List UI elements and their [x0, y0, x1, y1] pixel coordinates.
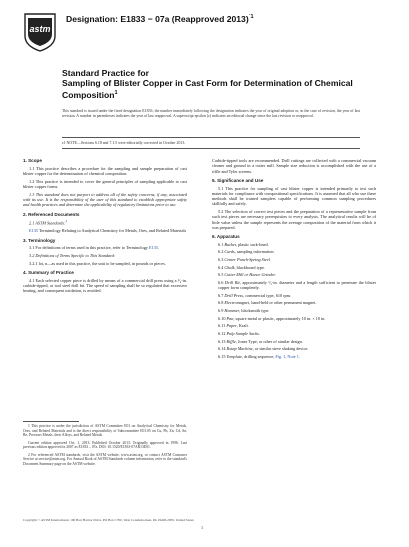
section-2-heading: 2. Referenced Documents — [23, 211, 80, 217]
apparatus-desc: . — [269, 257, 271, 263]
apparatus-desc: . — [275, 272, 277, 278]
copyright-footer: Copyright © ASTM International, 100 Barr Harbor Drive, PO Box C700, West Conshohocken, PA 19428-2959. United States — [23, 518, 194, 522]
apparatus-name: Hammer — [224, 308, 240, 314]
apparatus-num: 6.2 — [218, 249, 224, 255]
title-footnote-mark: 1 — [114, 90, 118, 96]
apparatus-name: Bucket — [224, 241, 236, 247]
apparatus-num: 6.4 — [218, 264, 224, 270]
apparatus-num: 6.7 — [218, 292, 224, 298]
designation-suffix: ´1 — [248, 14, 254, 21]
reference-e135 — [23, 228, 187, 233]
svg-text:astm: astm — [29, 24, 51, 34]
section-1-heading: 1. Scope — [23, 158, 42, 163]
section-1-2: 1.2 This practice is intended to cover the general principles of sampling applicable to cast blister copper forms. — [23, 178, 187, 189]
section-5-heading: 5. Significance and Use — [212, 177, 264, 183]
footnote-2: 2 For referenced ASTM standards, visit the ASTM website, www.astm.org, or contact ASTM Customer Service at service@astm.org. For Annual Book of ASTM Standards volume information, refer to the standard's Document Summary page on the ASTM website. — [23, 452, 187, 466]
footnote-1: 1 This practice is under the jurisdiction of ASTM Committee E01 on Analytical Chemistry for Metals, Ores, and Related Materials and is the direct responsibility of Subcommittee E01.05 on Cu, Pb, Zn, Cd, Sn, Be, Precious Metals, their Alloys, and Related Metals. — [23, 424, 187, 438]
apparatus-num: 6.10 — [218, 315, 226, 321]
apparatus-item — [212, 331, 376, 336]
footnote-divider — [23, 421, 79, 422]
apparatus-item — [212, 300, 376, 305]
editorial-note: ε1 NOTE—Sections 6.18 and 7.1.5 were editorially corrected in October 2013. — [62, 141, 186, 145]
section-4-1-continued: Carbide-tipped tools are recommended. Drill cuttings are collected with a commercial vacuum cleaner and ground in a cutter mill. Sample size reduction is accomplished with the use of a riffle and Tyler screens. — [212, 158, 376, 174]
apparatus-item — [212, 316, 376, 321]
title-line-1: Standard Practice for — [62, 68, 149, 78]
apparatus-item — [212, 249, 376, 254]
section-3-1-link[interactable]: E135 — [149, 245, 158, 251]
apparatus-desc: , Kraft. — [236, 323, 249, 329]
apparatus-name: Pulp Sample Sacks — [226, 331, 259, 337]
apparatus-item — [212, 323, 376, 328]
apparatus-name: Template — [226, 353, 242, 359]
section-4-1: 4.1 Each selected copper piece is drilled by means of a commercial drill press using a ¹⁄₂-in. carbide-tipped, or tool steel drill bit. The speed of sampling shall be so regulated that excessive heating, and consequent oxidation, is avoided. — [23, 277, 187, 294]
section-6-heading: 6. Apparatus — [212, 234, 240, 239]
apparatus-name: Riffle — [226, 338, 236, 344]
apparatus-desc: , commercial type, 610 rpm. — [243, 292, 292, 298]
apparatus-item — [212, 265, 376, 270]
apparatus-num: 6.8 — [218, 300, 224, 306]
apparatus-desc: , blackboard type. — [234, 264, 265, 270]
apparatus-num: 6.9 — [218, 308, 224, 314]
standard-note: This standard is issued under the fixed designation E1833; the number immediately following the designation indicates the year of original adoption or, in the case of revision, the year of last revision. A number in parentheses indicates the year of last reapproval. A superscript epsilon (ε) indicates an editorial change since the last revision or reapproval. — [62, 109, 360, 119]
apparatus-name: Drill Bit — [224, 279, 240, 285]
apparatus-desc: , plastic sack-lined. — [235, 241, 269, 247]
section-3-heading: 3. Terminology — [23, 237, 56, 243]
page-number: 1 — [201, 525, 204, 530]
section-3-1 — [23, 245, 187, 250]
apparatus-item — [212, 339, 376, 344]
section-1-3: 1.3 This standard does not purport to address all of the safety concerns, if any, associated with its use. It is the responsibility of the user of this standard to establish appropriate safety and health practices and determine the applicability of regulatory limitations prior to use. — [23, 191, 187, 208]
section-5-2: 5.2 The selection of correct test pieces and the preparation of a representative sample from such test pieces are necessary prerequisites to every analysis. The analytical results will be of little value unless the sample represents the average composition of the material from which it was prepared. — [212, 209, 376, 230]
section-2-1 — [23, 219, 187, 226]
apparatus-end: . — [298, 353, 300, 359]
footnotes — [23, 424, 187, 469]
astm-logo — [23, 12, 57, 52]
apparatus-desc: , Jones Type, or other of similar design. — [235, 338, 303, 344]
left-column — [23, 158, 187, 296]
apparatus-desc: , hand-held or other permanent magnet. — [249, 300, 317, 306]
title-line-2 — [62, 78, 382, 100]
apparatus-num: 6.12 — [218, 331, 226, 337]
section-1-1: 1.1 This practice describes a procedure for the sampling and sample preparation of cast blister copper for the determination of chemical composition. — [23, 165, 187, 176]
designation-text: Designation: E1833 − 07a (Reapproved 2013) — [66, 14, 249, 24]
apparatus-item — [212, 346, 376, 351]
section-2-1-mark[interactable]: 2 — [65, 219, 68, 224]
section-5-1: 5.1 This practice for sampling of cast blister copper is intended primarily to test such materials for compliance with compositional specifications. It is assumed that all who use these methods shall be trained samplers capable of performing common sampling procedures skillfully and safely. — [212, 185, 376, 207]
divider-bottom — [62, 148, 360, 149]
apparatus-num: 6.13 — [218, 338, 226, 344]
reference-e135-link[interactable]: E135 — [29, 228, 38, 234]
section-3-2: 3.2 Definitions of Terms Specific to This Standard: — [29, 253, 116, 259]
apparatus-name: Rotap Machine — [226, 346, 253, 352]
section-3-1-text: 3.1 For definitions of terms used in this practice, refer to Terminology — [29, 245, 150, 251]
apparatus-name: Electromagnet — [224, 300, 250, 306]
section-3-2-1: 3.2.1 lot, n—as used in this practice, the unit to be sampled, in pounds or pieces. — [29, 260, 166, 266]
apparatus-num: 6.6 — [218, 279, 224, 285]
apparatus-name: Cards — [224, 249, 235, 255]
title-main: Sampling of Blister Copper in Cast Form for Determination of Chemical Composition — [62, 78, 353, 100]
apparatus-num: 6.11 — [218, 323, 226, 329]
apparatus-item-template — [212, 354, 376, 359]
apparatus-desc: , drilling sequence, — [241, 353, 276, 359]
apparatus-item — [212, 272, 376, 277]
section-4-heading: 4. Summary of Practice — [23, 270, 74, 276]
apparatus-list — [212, 242, 376, 359]
apparatus-name: Paper — [226, 323, 237, 329]
apparatus-name: Chalk — [224, 264, 235, 270]
footnote-1-edition: Current edition approved Oct. 1, 2013. Published October 2013. Originally approved in 1996. Last previous edition approved in 2007 as E1833 – 07a. DOI: 10.1520/E1833-07AR13E01. — [23, 440, 187, 450]
section-3-1-end: . — [158, 245, 160, 251]
right-column — [212, 158, 376, 362]
apparatus-item — [212, 242, 376, 247]
apparatus-item — [212, 280, 376, 291]
title-block — [62, 68, 382, 100]
apparatus-item — [212, 308, 376, 313]
apparatus-desc: . — [258, 331, 260, 337]
figure-1-note-1-link[interactable]: Fig. 1, Note 1 — [275, 353, 299, 359]
reference-e135-text: Terminology Relating to Analytical Chemistry for Metals, Ores, and Related Materials — [37, 228, 187, 234]
apparatus-desc: , or similar sieve shaking device. — [252, 346, 309, 352]
apparatus-num: 6.14 — [218, 346, 226, 352]
apparatus-name: Cutter Mill or Hance Grinder — [224, 272, 276, 278]
apparatus-desc: , sampling information. — [234, 249, 275, 255]
apparatus-name: Pan — [226, 315, 234, 321]
apparatus-desc: , approximately ¹⁄₂-in. diameter and a length sufficient to penetrate the blister copper form completely. — [218, 279, 376, 291]
apparatus-num: 6.1 — [218, 241, 224, 247]
apparatus-desc: , blacksmith type. — [239, 308, 270, 314]
apparatus-num: 6.3 — [218, 257, 224, 263]
apparatus-name: Center Punch-Spring Steel — [224, 257, 270, 263]
apparatus-item — [212, 293, 376, 298]
apparatus-item — [212, 257, 376, 262]
apparatus-name: Drill Press — [224, 292, 243, 298]
section-2-1-text: 2.1 ASTM Standards: — [29, 220, 66, 226]
apparatus-desc: , square metal or plastic, approximately 10 in. × 10 in. — [233, 315, 326, 321]
apparatus-num: 6.15 — [218, 353, 226, 359]
apparatus-num: 6.5 — [218, 272, 224, 278]
designation-line — [66, 14, 254, 24]
divider-top — [62, 137, 360, 138]
